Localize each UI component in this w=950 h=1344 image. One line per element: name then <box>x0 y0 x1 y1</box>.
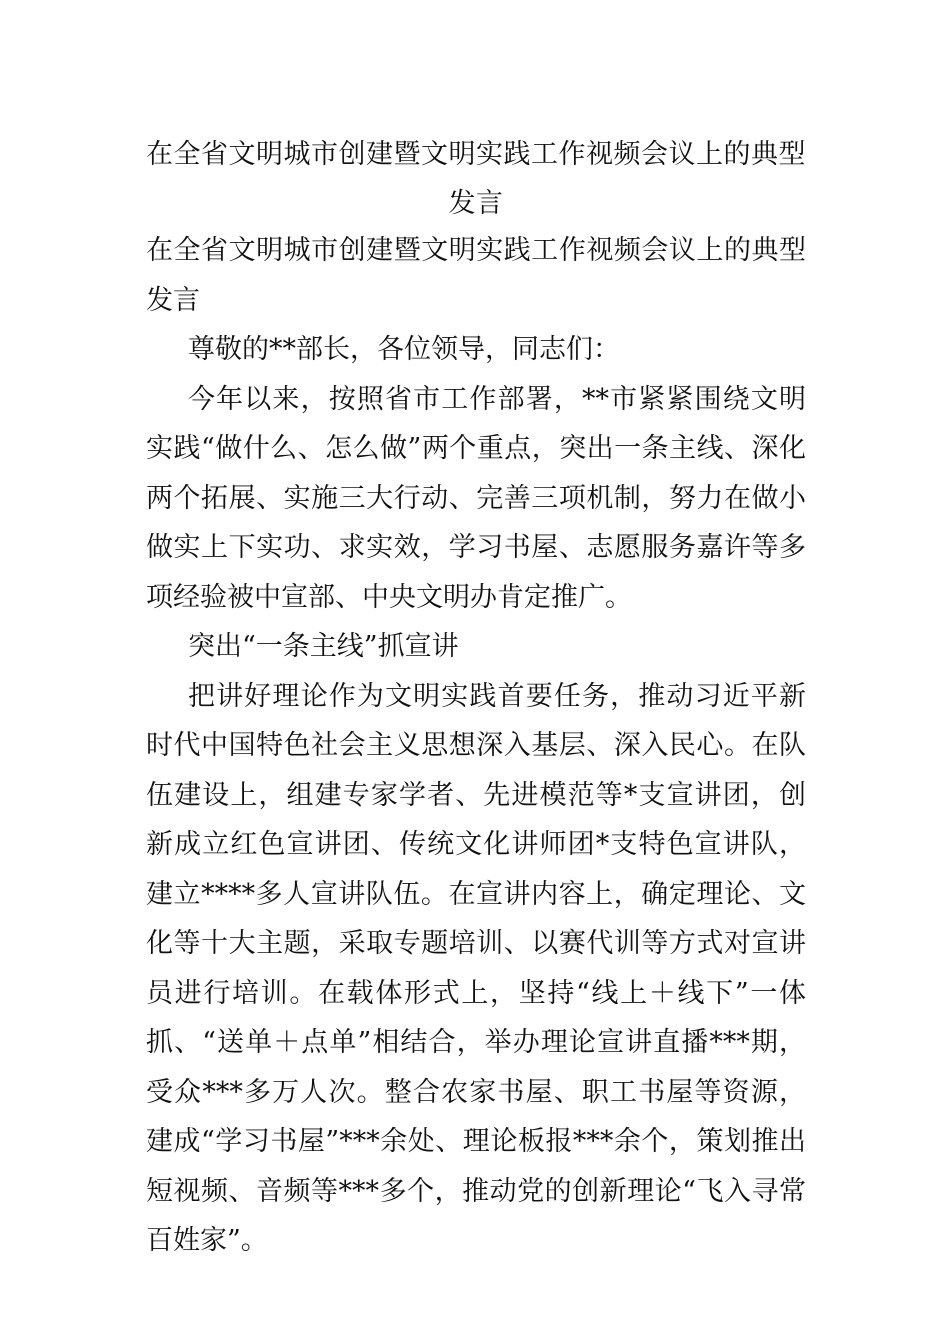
salutation: 尊敬的**部长，各位领导，同志们： <box>188 334 620 365</box>
paragraph-propaganda: 把讲好理论作为文明实践首要任务，推动习近平新时代中国特色社会主义思想深入基层、深入民心。在队伍建设上，组建专家学者、先进模范等*支宣讲团，创新成立红色宣讲团、传统文化讲师团*支特色宣讲队，建立****多人宣讲队伍。在宣讲内容上，确定理论、文化等十大主题，采取专题培训、以赛代训等方式对宣讲员进行培训。在载体形式上，坚持“线上＋线下”一体抓、“送单＋点单”相结合，举办理论宣讲直播***期，受众***多万人次。整合农家书屋、职工书屋等资源，建成“学习书屋”***余处、理论板报***余个，策划推出短视频、音频等***多个，推动党的创新理论“飞入寻常百姓家”。 <box>146 680 806 1256</box>
section-heading: 突出“一条主线”抓宣讲 <box>188 631 459 662</box>
document-title: 在全省文明城市创建暨文明实践工作视频会议上的典型发言 <box>146 139 806 219</box>
document-body <box>146 226 806 1266</box>
document-subtitle: 在全省文明城市创建暨文明实践工作视频会议上的典型发言 <box>146 235 806 316</box>
paragraph-intro: 今年以来，按照省市工作部署，**市紧紧围绕文明实践“做什么、怎么做”两个重点，突出一条主线、深化两个拓展、实施三大行动、完善三项机制，努力在做小做实上下实功、求实效，学习书屋、志愿服务嘉许等多项经验被中宣部、中央文明办肯定推广。 <box>146 383 806 613</box>
